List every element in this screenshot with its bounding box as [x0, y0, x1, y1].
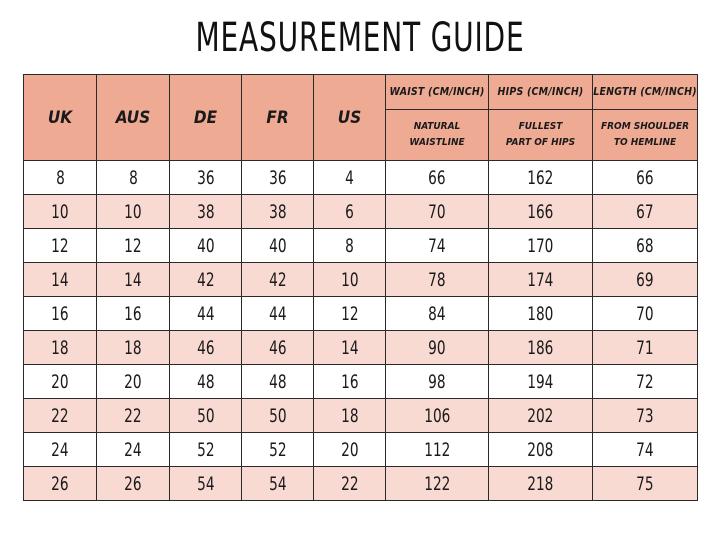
cell-value: 186 [527, 336, 554, 359]
cell-value: 54 [268, 472, 287, 495]
cell-aus [97, 433, 170, 467]
subheader-length-line1: FROM SHOULDER [600, 121, 690, 132]
cell-value: 84 [428, 302, 446, 325]
cell-de [170, 161, 242, 195]
cell-aus [97, 161, 170, 195]
cell-value: 44 [196, 302, 215, 325]
header-us: US [314, 75, 386, 161]
cell-value: 16 [124, 302, 142, 325]
cell-value: 52 [196, 438, 215, 461]
cell-value: 20 [51, 370, 69, 393]
subheader-waist [386, 110, 489, 161]
cell-hips [489, 399, 593, 433]
cell-value: 208 [527, 438, 554, 461]
cell-de [170, 365, 242, 399]
cell-value: 4 [345, 166, 354, 189]
cell-de [170, 467, 242, 501]
cell-length [593, 433, 698, 467]
cell-waist [386, 433, 489, 467]
subheader-waist-line2: WAISTLINE [409, 137, 465, 148]
cell-value: 66 [428, 166, 446, 189]
cell-value: 36 [196, 166, 215, 189]
cell-value: 18 [124, 336, 142, 359]
cell-value: 12 [340, 302, 359, 325]
cell-value: 8 [128, 166, 138, 189]
cell-uk [24, 297, 97, 331]
cell-value: 75 [636, 472, 654, 495]
cell-value: 112 [423, 438, 451, 461]
cell-value: 48 [196, 370, 215, 393]
header-uk: UK [24, 75, 97, 161]
cell-us [314, 433, 386, 467]
table-row [24, 467, 698, 501]
cell-fr [242, 467, 314, 501]
cell-value: 48 [268, 370, 287, 393]
cell-value: 42 [196, 268, 215, 291]
cell-value: 50 [268, 404, 287, 427]
cell-aus [97, 195, 170, 229]
cell-value: 122 [423, 472, 451, 495]
table-row [24, 195, 698, 229]
cell-uk [24, 195, 97, 229]
cell-value: 74 [636, 438, 654, 461]
cell-aus [97, 229, 170, 263]
cell-value: 10 [124, 200, 142, 223]
cell-value: 46 [268, 336, 287, 359]
header-de: DE [170, 75, 242, 161]
cell-fr [242, 263, 314, 297]
cell-value: 14 [340, 336, 359, 359]
cell-value: 22 [124, 404, 142, 427]
subheader-hips-line1: FULLEST [518, 121, 563, 132]
cell-uk [24, 263, 97, 297]
cell-value: 22 [51, 404, 69, 427]
cell-length [593, 365, 698, 399]
cell-value: 8 [55, 166, 65, 189]
cell-value: 72 [636, 370, 654, 393]
cell-us [314, 365, 386, 399]
cell-value: 36 [268, 166, 287, 189]
cell-value: 16 [51, 302, 69, 325]
cell-us [314, 195, 386, 229]
header-aus: AUS [97, 75, 170, 161]
cell-value: 8 [345, 234, 354, 257]
table-row [24, 399, 698, 433]
cell-value: 70 [428, 200, 446, 223]
cell-waist [386, 161, 489, 195]
cell-us [314, 467, 386, 501]
cell-value: 73 [636, 404, 654, 427]
cell-fr [242, 161, 314, 195]
cell-uk [24, 161, 97, 195]
table-row [24, 331, 698, 365]
cell-length [593, 229, 698, 263]
cell-value: 26 [51, 472, 69, 495]
cell-uk [24, 331, 97, 365]
cell-hips [489, 263, 593, 297]
cell-uk [24, 433, 97, 467]
cell-uk [24, 365, 97, 399]
cell-value: 38 [196, 200, 215, 223]
cell-de [170, 263, 242, 297]
cell-uk [24, 399, 97, 433]
measurement-table [23, 74, 698, 501]
cell-value: 74 [428, 234, 446, 257]
table-row [24, 297, 698, 331]
cell-value: 68 [636, 234, 654, 257]
cell-length [593, 331, 698, 365]
cell-value: 194 [527, 370, 554, 393]
header-hips: HIPS (CM/INCH) [489, 75, 593, 110]
cell-value: 10 [340, 268, 359, 291]
cell-fr [242, 433, 314, 467]
cell-value: 71 [636, 336, 654, 359]
cell-value: 38 [268, 200, 287, 223]
cell-value: 24 [124, 438, 142, 461]
cell-value: 12 [51, 234, 69, 257]
cell-us [314, 297, 386, 331]
cell-waist [386, 365, 489, 399]
cell-us [314, 229, 386, 263]
cell-value: 44 [268, 302, 287, 325]
cell-hips [489, 161, 593, 195]
cell-de [170, 195, 242, 229]
table-row [24, 161, 698, 195]
cell-waist [386, 331, 489, 365]
cell-de [170, 433, 242, 467]
cell-value: 12 [124, 234, 142, 257]
header-fr: FR [242, 75, 314, 161]
page-title: MEASUREMENT GUIDE [195, 15, 525, 61]
cell-value: 22 [340, 472, 359, 495]
cell-value: 54 [196, 472, 215, 495]
cell-aus [97, 263, 170, 297]
table-row [24, 263, 698, 297]
cell-value: 40 [268, 234, 287, 257]
cell-hips [489, 365, 593, 399]
cell-value: 202 [527, 404, 554, 427]
cell-value: 40 [196, 234, 215, 257]
cell-value: 42 [268, 268, 287, 291]
cell-value: 14 [51, 268, 69, 291]
table-row [24, 433, 698, 467]
cell-length [593, 161, 698, 195]
subheader-hips [489, 110, 593, 161]
cell-value: 24 [51, 438, 69, 461]
cell-value: 106 [423, 404, 451, 427]
subheader-hips-line2: PART OF HIPS [505, 137, 576, 148]
cell-value: 66 [636, 166, 654, 189]
cell-hips [489, 433, 593, 467]
cell-uk [24, 229, 97, 263]
cell-aus [97, 331, 170, 365]
cell-us [314, 263, 386, 297]
cell-value: 180 [527, 302, 554, 325]
cell-fr [242, 297, 314, 331]
cell-hips [489, 467, 593, 501]
cell-length [593, 467, 698, 501]
cell-length [593, 195, 698, 229]
cell-value: 218 [527, 472, 554, 495]
cell-value: 69 [636, 268, 654, 291]
cell-length [593, 297, 698, 331]
table-header [24, 75, 698, 161]
cell-hips [489, 195, 593, 229]
cell-value: 70 [636, 302, 654, 325]
cell-value: 98 [428, 370, 446, 393]
cell-value: 78 [428, 268, 446, 291]
cell-value: 90 [428, 336, 446, 359]
cell-waist [386, 467, 489, 501]
cell-aus [97, 297, 170, 331]
cell-waist [386, 297, 489, 331]
cell-value: 26 [124, 472, 142, 495]
cell-fr [242, 365, 314, 399]
cell-value: 16 [340, 370, 359, 393]
cell-value: 6 [345, 200, 354, 223]
subheader-length [593, 110, 698, 161]
cell-hips [489, 331, 593, 365]
cell-value: 20 [124, 370, 142, 393]
cell-value: 10 [51, 200, 69, 223]
cell-value: 162 [527, 166, 554, 189]
cell-fr [242, 229, 314, 263]
cell-value: 52 [268, 438, 287, 461]
cell-de [170, 229, 242, 263]
cell-aus [97, 467, 170, 501]
cell-value: 18 [51, 336, 69, 359]
cell-value: 166 [527, 200, 554, 223]
cell-de [170, 399, 242, 433]
cell-value: 14 [124, 268, 142, 291]
cell-fr [242, 399, 314, 433]
header-length: LENGTH (CM/INCH) [593, 75, 698, 110]
cell-value: 174 [527, 268, 554, 291]
cell-hips [489, 229, 593, 263]
cell-value: 20 [340, 438, 359, 461]
cell-fr [242, 195, 314, 229]
table-row [24, 229, 698, 263]
cell-fr [242, 331, 314, 365]
cell-us [314, 331, 386, 365]
cell-uk [24, 467, 97, 501]
cell-de [170, 331, 242, 365]
cell-value: 46 [196, 336, 215, 359]
cell-value: 67 [636, 200, 654, 223]
cell-aus [97, 399, 170, 433]
cell-de [170, 297, 242, 331]
cell-waist [386, 195, 489, 229]
table-row [24, 365, 698, 399]
subheader-length-line2: TO HEMLINE [613, 137, 677, 148]
cell-value: 50 [196, 404, 215, 427]
table-body [24, 161, 698, 501]
header-waist: WAIST (CM/INCH) [386, 75, 489, 110]
cell-value: 170 [527, 234, 554, 257]
cell-hips [489, 297, 593, 331]
cell-length [593, 263, 698, 297]
cell-us [314, 161, 386, 195]
cell-value: 18 [340, 404, 359, 427]
cell-waist [386, 229, 489, 263]
cell-us [314, 399, 386, 433]
subheader-waist-line1: NATURAL [413, 121, 461, 132]
cell-length [593, 399, 698, 433]
cell-aus [97, 365, 170, 399]
cell-waist [386, 399, 489, 433]
cell-waist [386, 263, 489, 297]
